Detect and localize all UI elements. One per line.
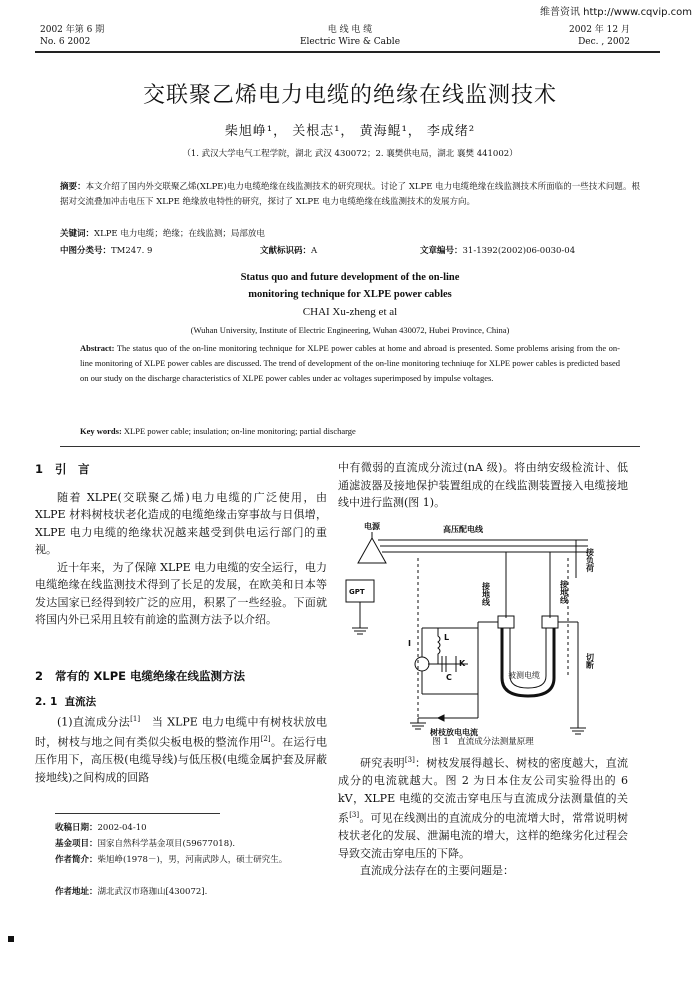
section-2-number: 2: [35, 669, 44, 683]
address-value: 湖北武汉市珞珈山[430072].: [97, 887, 208, 897]
fig-label-I: I: [408, 639, 411, 648]
figure-1-diagram: [338, 518, 628, 740]
subsection-2-1-title: 直流法: [64, 695, 97, 708]
right-column-text-2: [338, 752, 628, 862]
fig-label-C: C: [446, 673, 452, 682]
fig-label-cable: 被测电缆: [508, 671, 540, 680]
article-number: [420, 244, 575, 258]
classification-line: [60, 244, 645, 258]
abstract-rule: [60, 446, 640, 447]
section-2: [35, 668, 327, 786]
chinese-keywords: [60, 227, 640, 241]
subsection-2-1-number: 2. 1: [35, 695, 58, 708]
fig-label-ground-2: 接地线: [559, 580, 569, 604]
page-marker: [8, 936, 14, 942]
header-date-cn: 2002 年 12 月: [569, 25, 630, 35]
english-abstract-text: The status quo of the on-line monitoring technique for XLPE power cables at home and abroad is presented. Some problems arising from the on-line monitoring of XLPE power cables are discussed. The trend of development of the on-line monitoring techniuqe for XLPE power cables is predicted based on our study on the discharge characteristics of XLPE power cables under ac voltages superimposed by impulse voltages.: [80, 343, 620, 383]
right-column-paragraph-1: [338, 459, 628, 512]
bio-label: 作者简介：: [55, 855, 98, 865]
fig-label-ground-1: 接地线: [481, 582, 491, 606]
fig-label-gpt: GPT: [349, 588, 365, 596]
right-column-text-3: 直流成分法存在的主要问题是：: [360, 864, 514, 878]
section-2-heading: [35, 668, 327, 686]
fund-value: 国家自然科学基金项目(59677018).: [97, 839, 236, 849]
english-keywords: [80, 424, 620, 438]
header-issue-cn: 2002 年第 6 期: [40, 25, 105, 35]
footnote-received: [55, 820, 325, 836]
figure-1-caption: 图 1 直流成分法测量原理: [432, 737, 534, 747]
inductor-symbol: [438, 628, 440, 664]
english-title-line-1: Status quo and future development of the on-line: [240, 272, 460, 283]
header-date: [569, 24, 630, 48]
section-2-paragraph-1: [35, 711, 327, 786]
paper-affiliation: （1. 武汉大学电气工程学院，湖北 武汉 430072；2. 襄樊供电局，湖北 襄樊 441002）: [182, 149, 518, 159]
section-1-number: 1: [35, 462, 44, 476]
keywords-label: 关键词：: [60, 229, 95, 239]
english-title: [0, 269, 700, 303]
right-column-text-1: 中有微弱的直流成分流过(nA 级)。将由纳安级检流计、低通滤波器及接地保护装置组成的在线监测装置接入电缆接地线中进行监测(图 1)。: [338, 461, 628, 509]
abstract-label: 摘要：: [60, 182, 86, 192]
section-1-paragraph-2: 近十年来，为了保障 XLPE 电力电缆的安全运行，电力电缆绝缘在线监测技术得到了长足的发展，在欧美和日本等发达国家已经得到较广泛的应用，积累了一些经验。下面就将国内外已采用且较有前途的监测方法予以介绍。: [35, 560, 327, 626]
header-rule: [35, 51, 660, 53]
section-2-paragraph-1-c: 。在运行电压作用下，高压极(电缆导线)与低压极(电缆金属护套及屏蔽接地线)之间构成的回路: [35, 735, 328, 784]
fig-label-source: 电源: [364, 522, 380, 531]
fig-label-cut: 切断: [585, 653, 595, 669]
watermark: 维普资讯 http://www.cqvip.com: [539, 7, 692, 18]
english-abstract: [80, 341, 620, 386]
paper-title: 交联聚乙烯电力电缆的绝缘在线监测技术: [142, 83, 557, 108]
received-label: 收稿日期：: [55, 823, 98, 833]
section-1-heading: [35, 461, 327, 479]
fund-label: 基金项目：: [55, 839, 98, 849]
footnote-address: [55, 884, 325, 900]
paper-authors: 柴旭峥¹， 关根志¹， 黄海鲲¹， 李成绪²: [224, 124, 476, 139]
fig-label-line: 高压配电线: [443, 525, 483, 534]
source-symbol: [358, 538, 386, 563]
right-column-text-2-b: ：树枝发展得越长、树枝的密度越大，直流成分的电流就越大。图 2 为日本住友公司实验得出的 6 kV，XLPE 电缆的交流击穿电压与直流成分法测量值的关系: [338, 756, 629, 825]
right-column-paragraph-2: [338, 752, 628, 880]
article-number-label: 文章编号：: [420, 246, 463, 256]
subsection-2-1-heading: [35, 694, 327, 712]
doc-code: [260, 244, 317, 258]
clc-label: 中图分类号：: [60, 246, 112, 256]
english-title-line-2: monitoring technique for XLPE power cables: [248, 289, 452, 300]
header-journal-en: Electric Wire & Cable: [299, 37, 401, 47]
citation-3: [3]: [404, 756, 415, 764]
citation-4: [3]: [349, 811, 360, 820]
footnote-fund: [55, 836, 325, 852]
doc-code-value: A: [311, 246, 318, 256]
section-1-paragraph-1: 随着 XLPE(交联聚乙烯)电力电缆的广泛使用，由 XLPE 材料树枝状老化造成的电缆绝缘击穿事故与日俱增，XLPE 电力电缆的绝缘状况越来越受到供电运行部门的重视。: [35, 490, 327, 556]
received-value: 2002-04-10: [97, 823, 147, 833]
english-author: CHAI Xu-zheng et al: [302, 306, 398, 318]
english-keywords-label: Key words:: [80, 426, 122, 436]
section-1-title: 引 言: [55, 462, 90, 476]
section-2-title: 常有的 XLPE 电缆绝缘在线监测方法: [55, 669, 246, 683]
header-issue-en: No. 6 2002: [40, 37, 91, 47]
header-date-en: Dec. , 2002: [578, 37, 630, 47]
section-1: [35, 461, 327, 629]
abstract-text: 本文介绍了国内外交联聚乙烯(XLPE)电力电缆绝缘在线监测技术的研究现状。讨论了 XLPE 电力电缆绝缘在线监测技术所面临的一些技术问题。根据对交流叠加冲击电压下 XLPE 绝缘放电特性的研究，探讨了 XLPE 电力电缆绝缘在线监测技术的发展方向。: [60, 182, 640, 207]
clc-value: TM247. 9: [111, 246, 153, 256]
section-2-paragraph-1-a: (1)直流成分法: [57, 715, 131, 729]
english-abstract-label: Abstract:: [80, 343, 115, 353]
meter-symbol: [415, 657, 429, 671]
right-column-text-2-a: 研究表明: [360, 756, 405, 770]
citation-2: [2]: [260, 735, 271, 744]
keywords-text: XLPE 电力电缆；绝缘；在线监测；局部放电: [94, 229, 265, 239]
fig-label-L: L: [444, 633, 450, 642]
figure-1: [338, 518, 628, 740]
fig-label-tree: 树枝放电电流: [430, 728, 478, 737]
doc-code-label: 文献标识码：: [260, 246, 312, 256]
english-affiliation: (Wuhan University, Institute of Electric Engineering, Wuhan 430072, Hubei Province, China): [190, 325, 510, 335]
footnote-bio: [55, 852, 325, 868]
article-number-value: 31-1392(2002)06-0030-04: [462, 246, 576, 256]
fig-label-load: 接负荷: [585, 548, 595, 572]
right-column-text-2-c: 。可见在线测出的直流成分的电流增大时，常常说明树枝状老化的发展、泄漏电流的增大，这样的绝缘劣化过程会导致交流击穿电压的下降。: [338, 811, 628, 860]
citation-1: [1]: [130, 715, 141, 723]
bio-value: 柴旭峥(1978－)，男，河南武陟人，硕士研究生。: [97, 855, 288, 865]
section-2-paragraph-1-b: 当 XLPE 电力电缆中有树枝状放电时，树枝与地之间有类似尖板电极的整流作用: [35, 715, 327, 749]
address-label: 作者地址：: [55, 887, 98, 897]
footnote-rule: [55, 813, 220, 814]
header-journal-cn: 电 线 电 缆: [327, 25, 373, 35]
fig-label-K: K: [459, 659, 466, 668]
chinese-abstract: [60, 180, 640, 210]
english-keywords-text: XLPE power cable; insulation; on-line monitoring; partial discharge: [121, 426, 356, 436]
